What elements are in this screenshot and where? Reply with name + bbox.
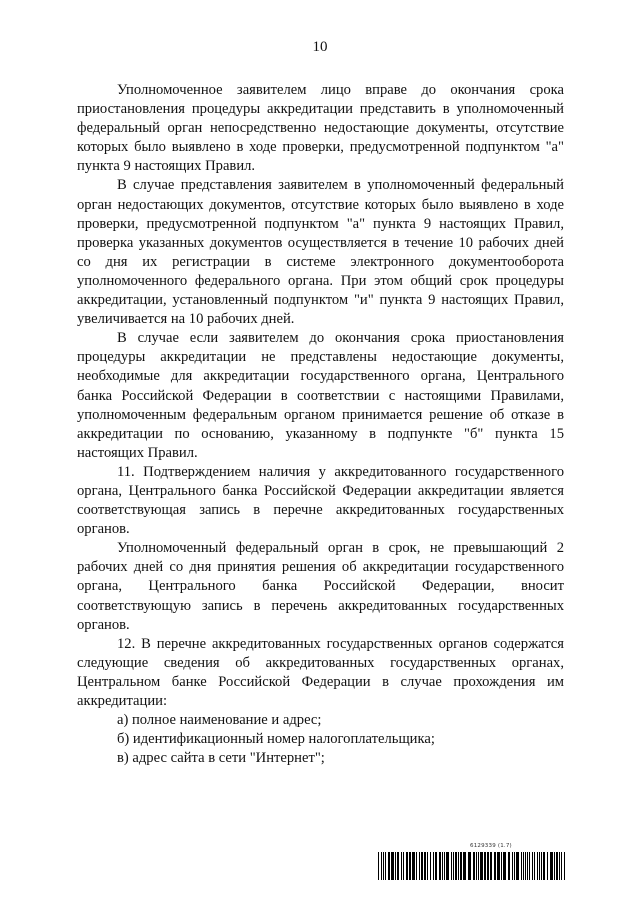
paragraph: Уполномоченный федеральный орган в срок, не превышающий 2 рабочих дней со дня принятия решения об аккредитации государственного органа, Центрального банка Российской Федерации, вносит соответствующую запись в перечень аккредитованных государственных органов. bbox=[77, 540, 564, 633]
document-body bbox=[77, 81, 564, 768]
page-number: 10 bbox=[312, 39, 328, 55]
list-item: а) полное наименование и адрес; bbox=[117, 712, 322, 729]
document-code: 6129339 (1.7) bbox=[470, 843, 512, 849]
paragraph: В случае если заявителем до окончания срока приостановления процедуры аккредитации не представлены недостающие документы, необходимые для аккредитации государственного органа, Центрального банка Российской Федерации в соответствии с настоящими Правилами, уполномоченным федеральным органом принимается решение об отказе в аккредитации по основанию, указанному в подпункте "б" пункта 15 настоящих Правил. bbox=[77, 330, 564, 461]
paragraph: 11. Подтверждением наличия у аккредитованного государственного органа, Центрального банка Российской Федерации аккредитации является соответствующая запись в перечне аккредитованных государственных органов. bbox=[77, 463, 564, 538]
paragraph: 12. В перечне аккредитованных государственных органов содержатся следующие сведения об аккредитованных государственных органах, Центральном банке Российской Федерации в случае прохождения им аккредитации: bbox=[77, 635, 564, 709]
paragraph: Уполномоченное заявителем лицо вправе до окончания срока приостановления процедуры аккредитации представить в уполномоченный федеральный орган непосредственно недостающие документы, отсутствие которых было выявлено в ходе проверки, предусмотренной подпунктом "а" пункта 9 настоящих Правил. bbox=[77, 82, 564, 175]
list-item: в) адрес сайта в сети "Интернет"; bbox=[117, 750, 325, 767]
barcode bbox=[378, 852, 566, 880]
list-item: б) идентификационный номер налогоплательщика; bbox=[117, 731, 435, 748]
paragraph: В случае представления заявителем в уполномоченный федеральный орган недостающих документов, отсутствие которых было выявлено в ходе проверки, предусмотренной подпунктом "а" пункта 9 настоящих Правил, проверка указанных документов осуществляется в течение 10 рабочих дней со дня их регистрации в системе электронного документооборота уполномоченного федерального органа. При этом общий срок процедуры аккредитации, установленный подпунктом "и" пункта 9 настоящих Правил, увеличивается на 10 рабочих дней. bbox=[77, 177, 564, 328]
